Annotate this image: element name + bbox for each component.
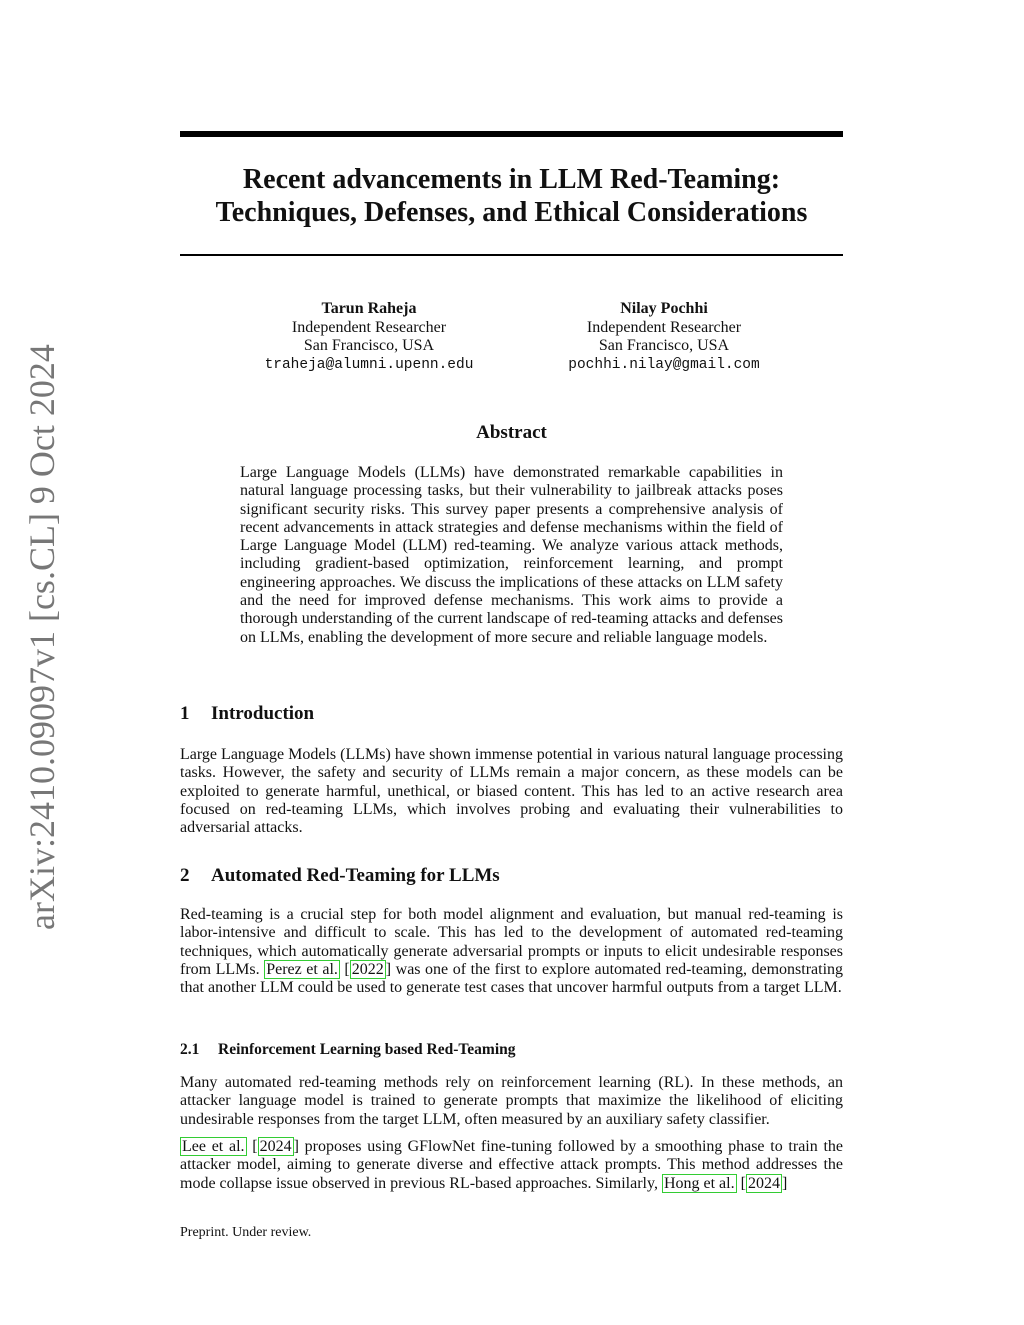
citation-year-link[interactable]: 2022: [351, 960, 384, 978]
author-name: Nilay Pochhi: [620, 300, 708, 317]
section-number: 1: [180, 703, 190, 724]
section-title: Automated Red-Teaming for LLMs: [211, 865, 500, 886]
title-bottom-rule: [180, 254, 843, 256]
citation-link[interactable]: Perez et al.: [266, 960, 338, 978]
citation-link[interactable]: Hong et al.: [663, 1174, 735, 1192]
author-affiliation: Independent Researcher: [586, 318, 742, 336]
subsection-2-1-paragraph-1: Many automated red-teaming methods rely on reinforcement learning (RL). In these methods, an attacker language model is trained to generate prompts that maximize the likelihood of eliciting undesirable responses from the target LLM, often measured by an auxiliary safety classifier.: [180, 1074, 843, 1128]
author-location: San Francisco, USA: [303, 337, 435, 354]
subsection-2-1-heading: [180, 1041, 516, 1059]
section-2-paragraph: Red-teaming is a crucial step for both model alignment and evaluation, but manual red-teaming is labor-intensive and difficult to scale. This has led to the development of automated red-teaming techniques, which automatically generate adversarial prompts or inputs to elicit undesirable responses from LLMs. Perez et al. [ 2022 ] was one of the first to explore automated red-teaming, demonstrating that another LLM could be used to generate test cases that uncover harmful outputs from a target LLM.: [180, 906, 844, 997]
subsection-2-1-paragraph-2: Lee et al. [ 2024 ] proposes using GFlowNet fine-tuning followed by a smoothing phase to train the attacker model, aiming to generate diverse and effective attack prompts. This method addresses the mode collapse issue observed in previous RL-based approaches. Similarly, Hong et al. [ 2024 ]: [180, 1138, 843, 1192]
subsection-title: Reinforcement Learning based Red-Teaming: [218, 1041, 516, 1058]
citation-year-link[interactable]: 2024: [259, 1138, 292, 1155]
page-footer: Preprint. Under review.: [180, 1225, 312, 1240]
author-affiliation: Independent Researcher: [291, 318, 447, 336]
citation-link[interactable]: Lee et al.: [182, 1138, 245, 1155]
section-1-paragraph: Large Language Models (LLMs) have shown immense potential in various natural language processing tasks. However, the safety and security of LLMs remain a major concern, as these models can be exploited to generate harmful, unethical, or biased content. This has led to an active research area focused on red-teaming LLMs, which involves probing and evaluating their vulnerabilities to adversarial attacks.: [180, 746, 843, 837]
author-name: Tarun Raheja: [321, 300, 417, 317]
citation-year-link[interactable]: 2024: [747, 1174, 780, 1192]
title-line-1: Recent advancements in LLM Red-Teaming:: [242, 164, 781, 195]
subsection-number: 2.1: [180, 1041, 200, 1058]
abstract-text: Large Language Models (LLMs) have demonstrated remarkable capabilities in natural language processing tasks, but their vulnerability to jailbreak attacks poses significant security risks. This survey paper presents a comprehensive analysis of recent advancements in attack strategies and defense mechanisms within the field of Large Language Model (LLM) red-teaming. We analyze various attack methods, including gradient-based optimization, reinforcement learning, and prompt engineering approaches. We discuss the implications of these attacks on LLM safety and the need for improved defense mechanisms. This work aims to provide a thorough understanding of the current landscape of red-teaming attacks and defenses on LLMs, enabling the development of more secure and reliable language models.: [240, 464, 783, 646]
author-block-2: [524, 300, 804, 374]
arxiv-sidebar-stamp: arXiv:2410.09097v1 [cs.CL] 9 Oct 2024: [22, 344, 62, 930]
abstract-heading: Abstract: [476, 422, 547, 443]
section-1-heading: [180, 703, 314, 725]
author-block-1: [229, 300, 509, 374]
title-top-rule: [180, 131, 843, 137]
section-title: Introduction: [211, 703, 315, 724]
author-email[interactable]: traheja@alumni.upenn.edu: [264, 356, 474, 373]
paper-title: [180, 163, 843, 229]
author-location: San Francisco, USA: [598, 337, 730, 354]
paragraph-text: Red-teaming is a crucial step for both model alignment and evaluation, but manual red-teaming is labor-intensive and difficult to scale. This has led to the development of automated red-teaming techniques, which automatically generate adversarial prompts or inputs to elicit undesirable responses from LLMs.: [180, 906, 843, 978]
section-number: 2: [180, 865, 190, 886]
paragraph-text: proposes using GFlowNet fine-tuning followed by a smoothing phase to train the attacker model, aiming to generate diverse and effective attack prompts. This method addresses the mode collapse issue observed in previous RL-based approaches. Similarly,: [180, 1138, 843, 1192]
paragraph-text: was one of the first to explore automated red-teaming, demonstrating that another LLM could be used to generate test cases that uncover harmful outputs from a target LLM.: [180, 960, 844, 997]
section-2-heading: [180, 865, 500, 887]
author-email[interactable]: pochhi.nilay@gmail.com: [568, 356, 760, 373]
title-line-2: Techniques, Defenses, and Ethical Considerations: [215, 197, 808, 228]
